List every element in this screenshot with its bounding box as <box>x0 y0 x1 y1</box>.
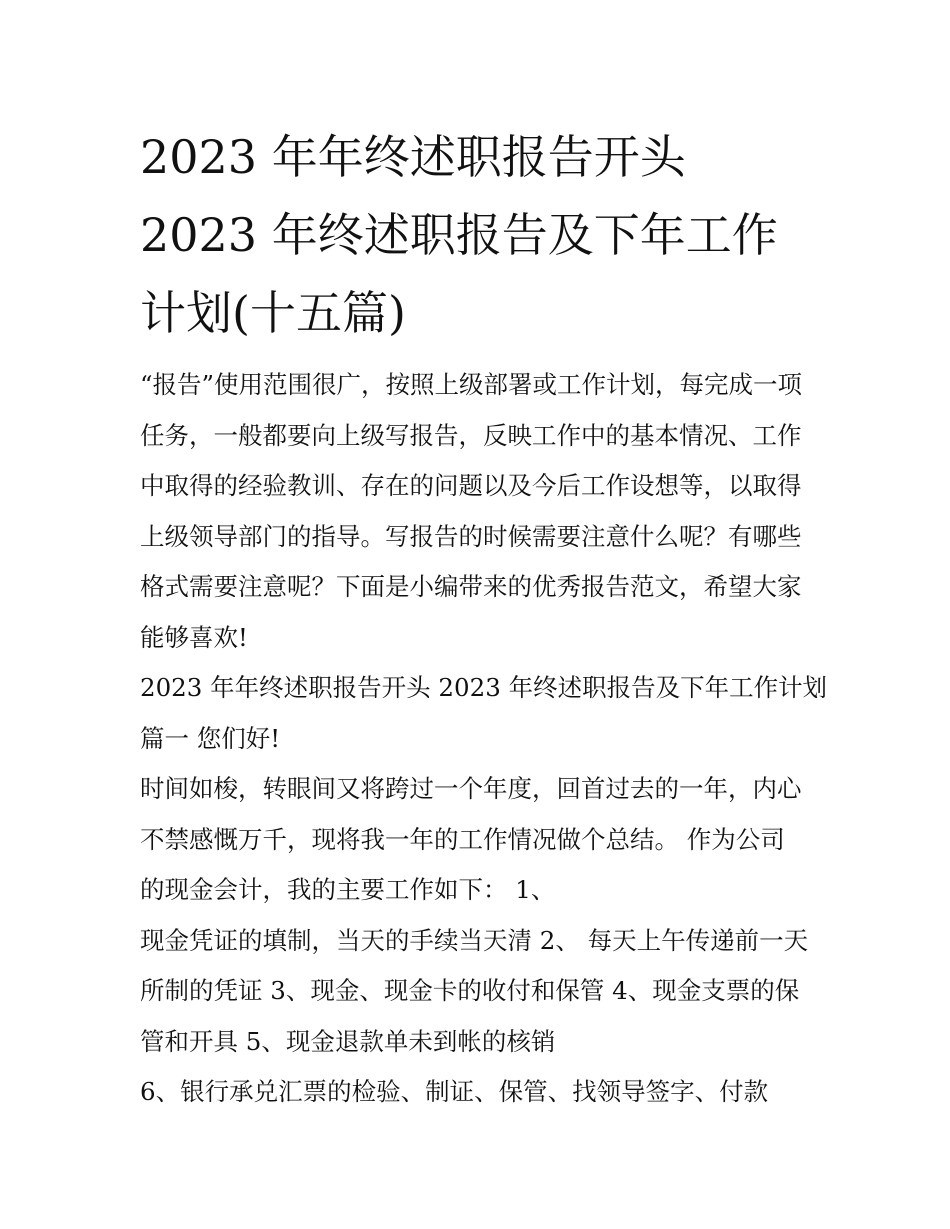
body-line: 6、银行承兑汇票的检验、制证、保管、找领导签字、付款 <box>140 1077 769 1106</box>
body-line: 管和开具 5、现金退款单未到帐的核销 <box>140 1026 556 1056</box>
title-line-2: 2023 年终述职报告及下年工作 <box>140 208 778 262</box>
body-line: 所制的凭证 3、现金、现金卡的收付和保管 4、现金支票的保 <box>140 976 800 1005</box>
document-body <box>140 360 828 1118</box>
body-line: “报告”使用范围很广，按照上级部署或工作计划，每完成一项 <box>140 370 803 399</box>
title-line-3: 计划(十五篇) <box>140 286 406 340</box>
body-line: 现金凭证的填制，当天的手续当天清 2、 每天上午传递前一天 <box>140 925 809 955</box>
body-line: 2023 年年终述职报告开头 2023 年终述职报告及下年工作计划 <box>140 673 828 702</box>
body-line: 上级领导部门的指导。写报告的时候需要注意什么呢？有哪些 <box>140 521 802 551</box>
document-page <box>140 118 828 1118</box>
body-line: 的现金会计，我的主要工作如下： 1、 <box>140 875 556 904</box>
title-line-1: 2023 年年终述职报告开头 <box>140 130 686 184</box>
body-line: 中取得的经验教训、存在的问题以及今后工作设想等，以取得 <box>140 471 802 500</box>
body-line: 任务，一般都要向上级写报告，反映工作中的基本情况、工作 <box>140 420 802 450</box>
body-line: 时间如梭，转眼间又将跨过一个年度，回首过去的一年，内心 <box>140 774 802 803</box>
body-line: 能够喜欢! <box>140 622 248 652</box>
body-line: 不禁感慨万千，现将我一年的工作情况做个总结。 作为公司 <box>140 824 785 854</box>
body-line: 格式需要注意呢？下面是小编带来的优秀报告范文，希望大家 <box>140 572 802 601</box>
document-title <box>140 118 820 352</box>
body-line: 篇一 您们好! <box>140 723 281 753</box>
